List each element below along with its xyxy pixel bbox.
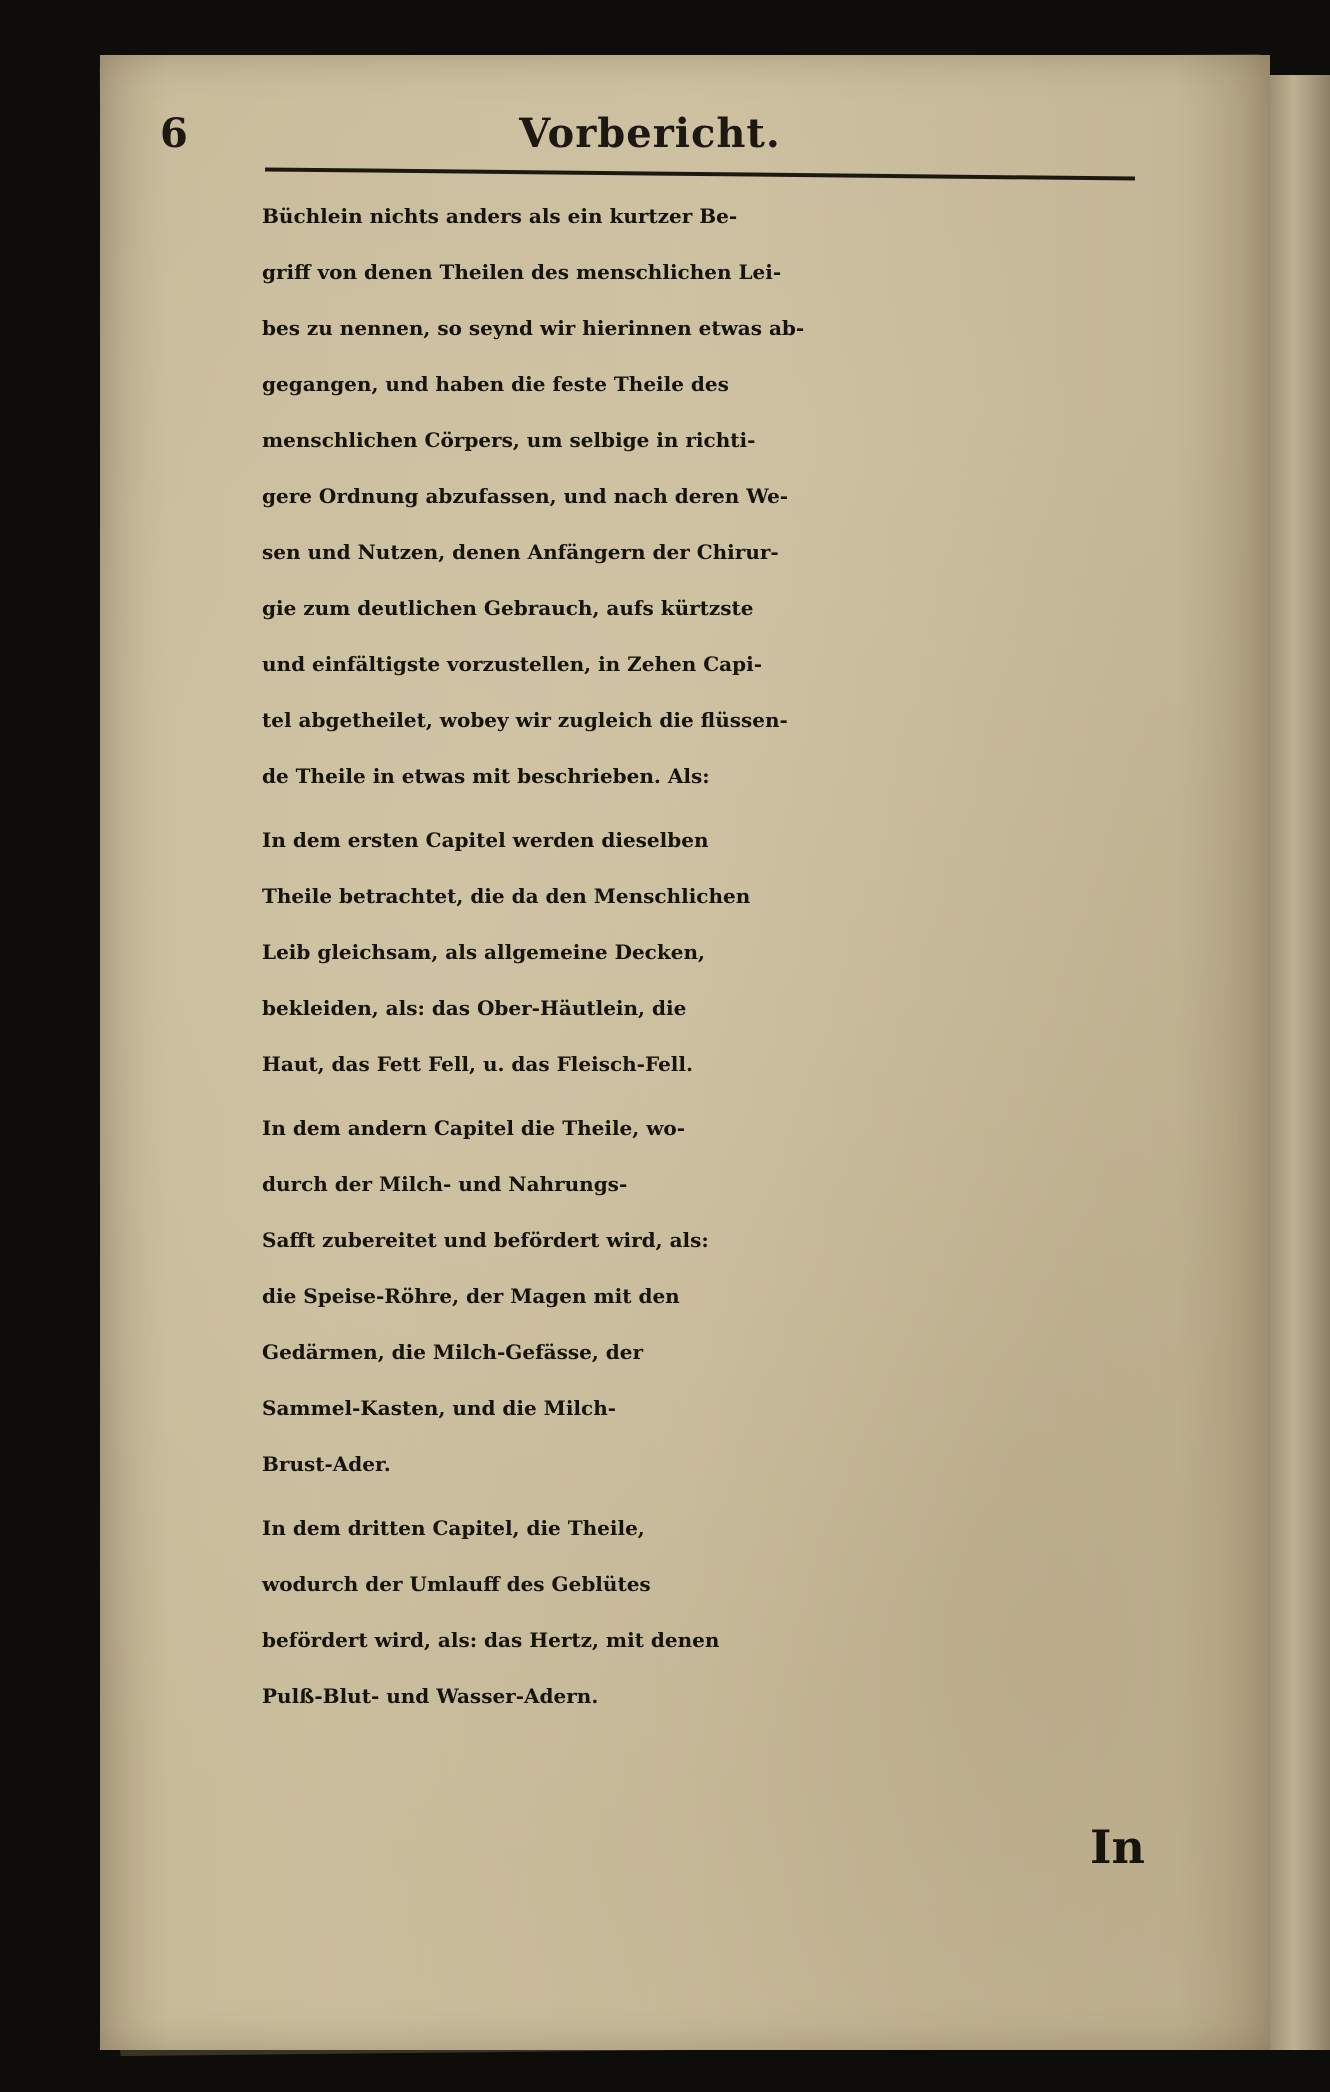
text-line: Pulß-Blut- und Wasser-Adern.	[262, 1684, 599, 1708]
text-line: befördert wird, als: das Hertz, mit denen	[262, 1628, 720, 1652]
facing-page-edge	[1270, 75, 1330, 2050]
text-line: Haut, das Fett Fell, u. das Fleisch-Fell.	[262, 1052, 693, 1076]
text-line: und einfältigste vorzustellen, in Zehen Capi-	[262, 652, 763, 676]
text-line: wodurch der Umlauff des Geblütes	[262, 1572, 651, 1596]
text-line: gere Ordnung abzufassen, und nach deren We-	[262, 484, 789, 508]
page-number: 6	[160, 110, 188, 157]
text-line: sen und Nutzen, denen Anfängern der Chirur-	[262, 540, 779, 564]
text-line: In dem andern Capitel die Theile, wo-	[262, 1116, 686, 1140]
text-line: Brust-Ader.	[262, 1452, 391, 1476]
text-line: die Speise-Röhre, der Magen mit den	[262, 1284, 680, 1308]
text-line: In dem ersten Capitel werden dieselben	[262, 828, 709, 852]
body-text	[262, 188, 1162, 1724]
page-header	[160, 110, 1140, 170]
text-line: bes zu nennen, so seynd wir hierinnen etwas ab-	[262, 316, 805, 340]
text-line: bekleiden, als: das Ober-Häutlein, die	[262, 996, 687, 1020]
text-line: Sammel-Kasten, und die Milch-	[262, 1396, 617, 1420]
text-line: griff von denen Theilen des menschlichen Lei-	[262, 260, 782, 284]
text-line: gie zum deutlichen Gebrauch, aufs kürtzste	[262, 596, 754, 620]
text-line: menschlichen Cörpers, um selbige in richti-	[262, 428, 756, 452]
text-line: Theile betrachtet, die da den Menschlichen	[262, 884, 751, 908]
catchword: In	[1090, 1820, 1145, 1874]
text-line: Gedärmen, die Milch-Gefässe, der	[262, 1340, 644, 1364]
text-line: In dem dritten Capitel, die Theile,	[262, 1516, 645, 1540]
text-line: de Theile in etwas mit beschrieben. Als:	[262, 764, 710, 788]
text-line: Büchlein nichts anders als ein kurtzer Be-	[262, 204, 738, 228]
text-line: gegangen, und haben die feste Theile des	[262, 372, 729, 396]
text-line: durch der Milch- und Nahrungs-	[262, 1172, 628, 1196]
text-line: tel abgetheilet, wobey wir zugleich die flüssen-	[262, 708, 788, 732]
text-line: Safft zubereitet und befördert wird, als:	[262, 1228, 709, 1252]
text-line: Leib gleichsam, als allgemeine Decken,	[262, 940, 705, 964]
running-title: Vorbericht.	[519, 110, 781, 157]
